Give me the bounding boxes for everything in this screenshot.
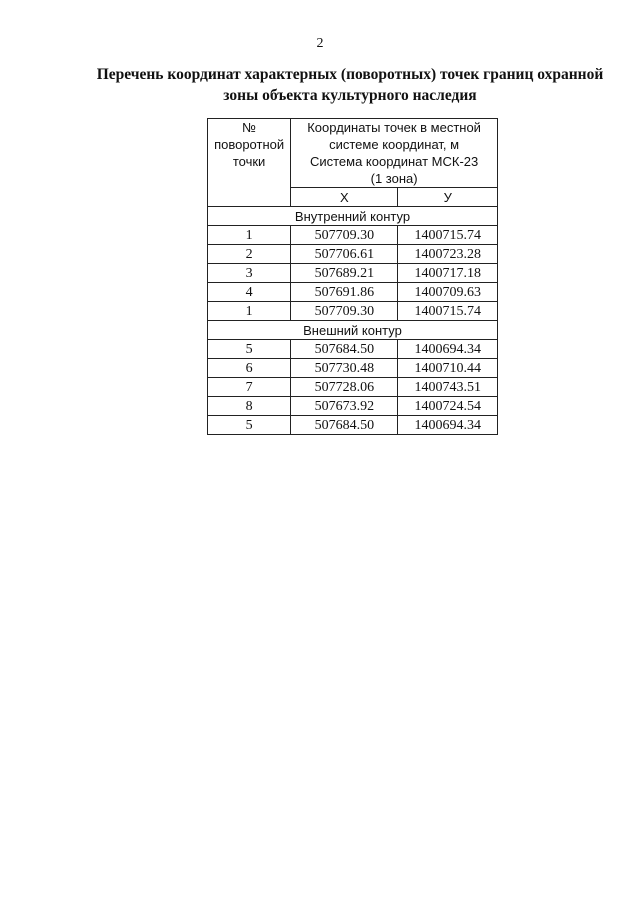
cell-y: 1400723.28 bbox=[398, 245, 498, 264]
cell-point-number: 6 bbox=[208, 359, 291, 378]
table-row bbox=[208, 359, 498, 378]
section-title-inner: Внутренний контур bbox=[208, 207, 498, 226]
cell-point-number: 7 bbox=[208, 378, 291, 397]
cell-y: 1400694.34 bbox=[398, 340, 498, 359]
cell-point-number: 5 bbox=[208, 416, 291, 435]
table-row bbox=[208, 397, 498, 416]
header-coord-line-2: системе координат, м bbox=[329, 137, 460, 152]
cell-point-number: 1 bbox=[208, 302, 291, 321]
title-line-1: Перечень координат характерных (поворотных) точек границ охранной bbox=[96, 66, 604, 83]
table-row bbox=[208, 283, 498, 302]
cell-point-number: 4 bbox=[208, 283, 291, 302]
cell-x: 507706.61 bbox=[291, 245, 398, 264]
section-title-outer: Внешний контур bbox=[208, 321, 498, 340]
section-row-outer bbox=[208, 321, 498, 340]
table-row bbox=[208, 226, 498, 245]
table-row bbox=[208, 340, 498, 359]
page-number: 2 bbox=[316, 36, 324, 51]
header-x: Х bbox=[291, 188, 398, 207]
cell-x: 507673.92 bbox=[291, 397, 398, 416]
table-row bbox=[208, 245, 498, 264]
table-row bbox=[208, 416, 498, 435]
cell-point-number: 1 bbox=[208, 226, 291, 245]
cell-point-number: 2 bbox=[208, 245, 291, 264]
cell-x: 507709.30 bbox=[291, 226, 398, 245]
cell-y: 1400694.34 bbox=[398, 416, 498, 435]
document-title bbox=[90, 64, 610, 106]
cell-y: 1400710.44 bbox=[398, 359, 498, 378]
cell-x: 507691.86 bbox=[291, 283, 398, 302]
cell-y: 1400743.51 bbox=[398, 378, 498, 397]
cell-x: 507709.30 bbox=[291, 302, 398, 321]
header-coord-line-3: Система координат МСК-23 bbox=[309, 154, 479, 169]
header-y: У bbox=[398, 188, 498, 207]
cell-y: 1400709.63 bbox=[398, 283, 498, 302]
header-num-line-1: № bbox=[242, 120, 257, 135]
table-row bbox=[208, 378, 498, 397]
cell-y: 1400715.74 bbox=[398, 226, 498, 245]
cell-y: 1400717.18 bbox=[398, 264, 498, 283]
table-row bbox=[208, 264, 498, 283]
header-coord-line-4: (1 зона) bbox=[370, 171, 418, 186]
header-point-number bbox=[208, 119, 291, 207]
cell-x: 507684.50 bbox=[291, 416, 398, 435]
section-row-inner bbox=[208, 207, 498, 226]
cell-point-number: 3 bbox=[208, 264, 291, 283]
coordinates-table bbox=[207, 118, 498, 435]
header-coordinate-system bbox=[291, 119, 498, 188]
title-line-2: зоны объекта культурного наследия bbox=[223, 87, 477, 104]
header-num-line-3: точки bbox=[232, 154, 266, 169]
cell-y: 1400715.74 bbox=[398, 302, 498, 321]
cell-x: 507689.21 bbox=[291, 264, 398, 283]
cell-x: 507684.50 bbox=[291, 340, 398, 359]
header-num-line-2: поворотной bbox=[214, 137, 285, 152]
cell-x: 507730.48 bbox=[291, 359, 398, 378]
table-header-row bbox=[208, 119, 498, 188]
header-coord-line-1: Координаты точек в местной bbox=[307, 120, 481, 135]
cell-point-number: 5 bbox=[208, 340, 291, 359]
cell-x: 507728.06 bbox=[291, 378, 398, 397]
cell-y: 1400724.54 bbox=[398, 397, 498, 416]
table-row bbox=[208, 302, 498, 321]
cell-point-number: 8 bbox=[208, 397, 291, 416]
